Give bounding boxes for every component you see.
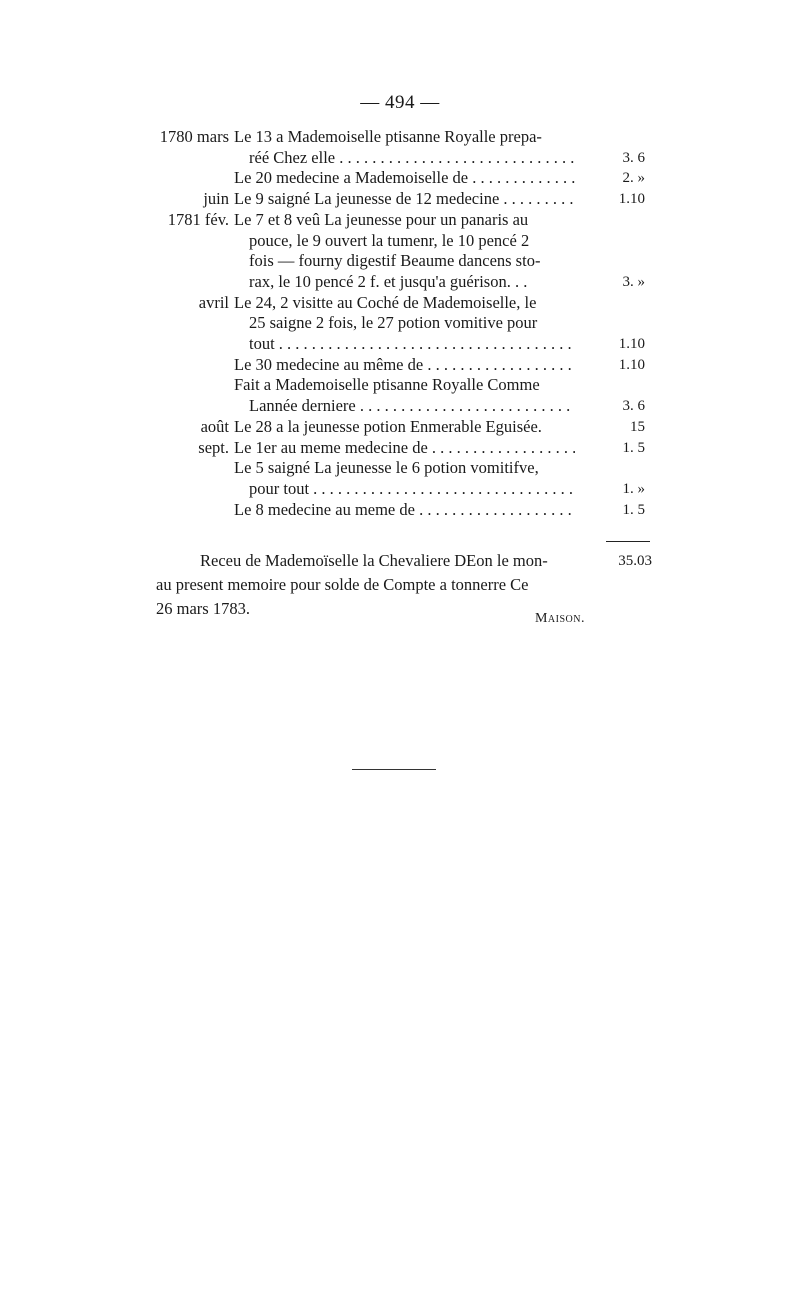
- entry-date: juin: [203, 189, 229, 209]
- entry-text: Le 5 saigné La jeunesse le 6 potion vomitifve,: [234, 458, 539, 478]
- entry-amount: 3. 6: [622, 398, 645, 415]
- entry-amount: 1. 5: [622, 439, 645, 456]
- receipt-line-2: au present memoire pour solde de Compte a tonnerre Ce: [156, 575, 529, 594]
- entry-amount: 2. »: [622, 170, 645, 187]
- entry-text: Fait a Mademoiselle ptisanne Royalle Comme: [234, 375, 540, 395]
- entry-amount: 1.10: [618, 191, 645, 208]
- entry-date: 1780 mars: [159, 127, 229, 146]
- signature: Maison.: [534, 611, 585, 626]
- entry-date: 1781 fév.: [167, 209, 229, 229]
- entry-text: Le 20 medecine a Mademoiselle de . . .: [234, 166, 575, 190]
- entry-text: Le 7 et 8 veû La jeunesse pour un panaris au: [234, 209, 529, 229]
- entry-text: rax, le 10 pencé 2 f. et jusqu'a guérison. . .: [249, 271, 528, 291]
- entry-date: sept.: [198, 437, 229, 457]
- entry-text: Le 1er au meme medecine de . . .: [234, 436, 575, 460]
- entry-text: pouce, le 9 ouvert la tumenr, le 10 pencé 2: [249, 230, 530, 250]
- entry-amount: 3. 6: [622, 149, 645, 166]
- entry-text: Le 24, 2 visitte au Coché de Mademoiselle, le: [234, 292, 537, 312]
- entry-line: [0, 498, 800, 522]
- entry-amount: 1. 5: [622, 501, 645, 518]
- entry-amount: 15: [630, 418, 645, 435]
- receipt-statement: [156, 549, 596, 621]
- receipt-line-3: 26 mars 1783.: [156, 599, 250, 618]
- receipt-line-1: Receu de Mademoïselle la Chevaliere DEon le mon-: [200, 551, 548, 570]
- entry-text: tout . . .: [249, 332, 575, 356]
- page-number: — 494 —: [360, 92, 440, 113]
- entry-date: avril: [198, 292, 229, 312]
- entry-date: août: [200, 416, 229, 436]
- entry-text: réé Chez elle . . .: [249, 146, 575, 170]
- entry-text: fois — fourny digestif Beaume dancens sto-: [249, 251, 541, 271]
- entry-amount: 1.10: [618, 336, 645, 352]
- entry-text: Le 13 a Mademoiselle ptisanne Royalle prepa-: [234, 127, 542, 146]
- entry-text: Le 8 medecine au meme de . . .: [234, 498, 575, 522]
- entry-text: pour tout . . .: [249, 477, 575, 501]
- entry-amount: 3. »: [622, 273, 645, 290]
- entry-amount: 1. »: [622, 480, 645, 497]
- entry-text: Le 28 a la jeunesse potion Enmerable Eguisée.: [234, 416, 542, 436]
- total-amount: 35.03: [618, 553, 652, 569]
- entry-text: Le 30 medecine au même de . . .: [234, 353, 575, 377]
- total-rule: [606, 541, 650, 542]
- end-rule: [352, 769, 436, 770]
- entry-text: Lannée derniere . . .: [249, 394, 575, 418]
- entry-amount: 1.10: [618, 356, 645, 373]
- entry-text: 25 saigne 2 fois, le 27 potion vomitive pour: [249, 313, 538, 333]
- entry-text: Le 9 saigné La jeunesse de 12 medecine . . .: [234, 187, 575, 211]
